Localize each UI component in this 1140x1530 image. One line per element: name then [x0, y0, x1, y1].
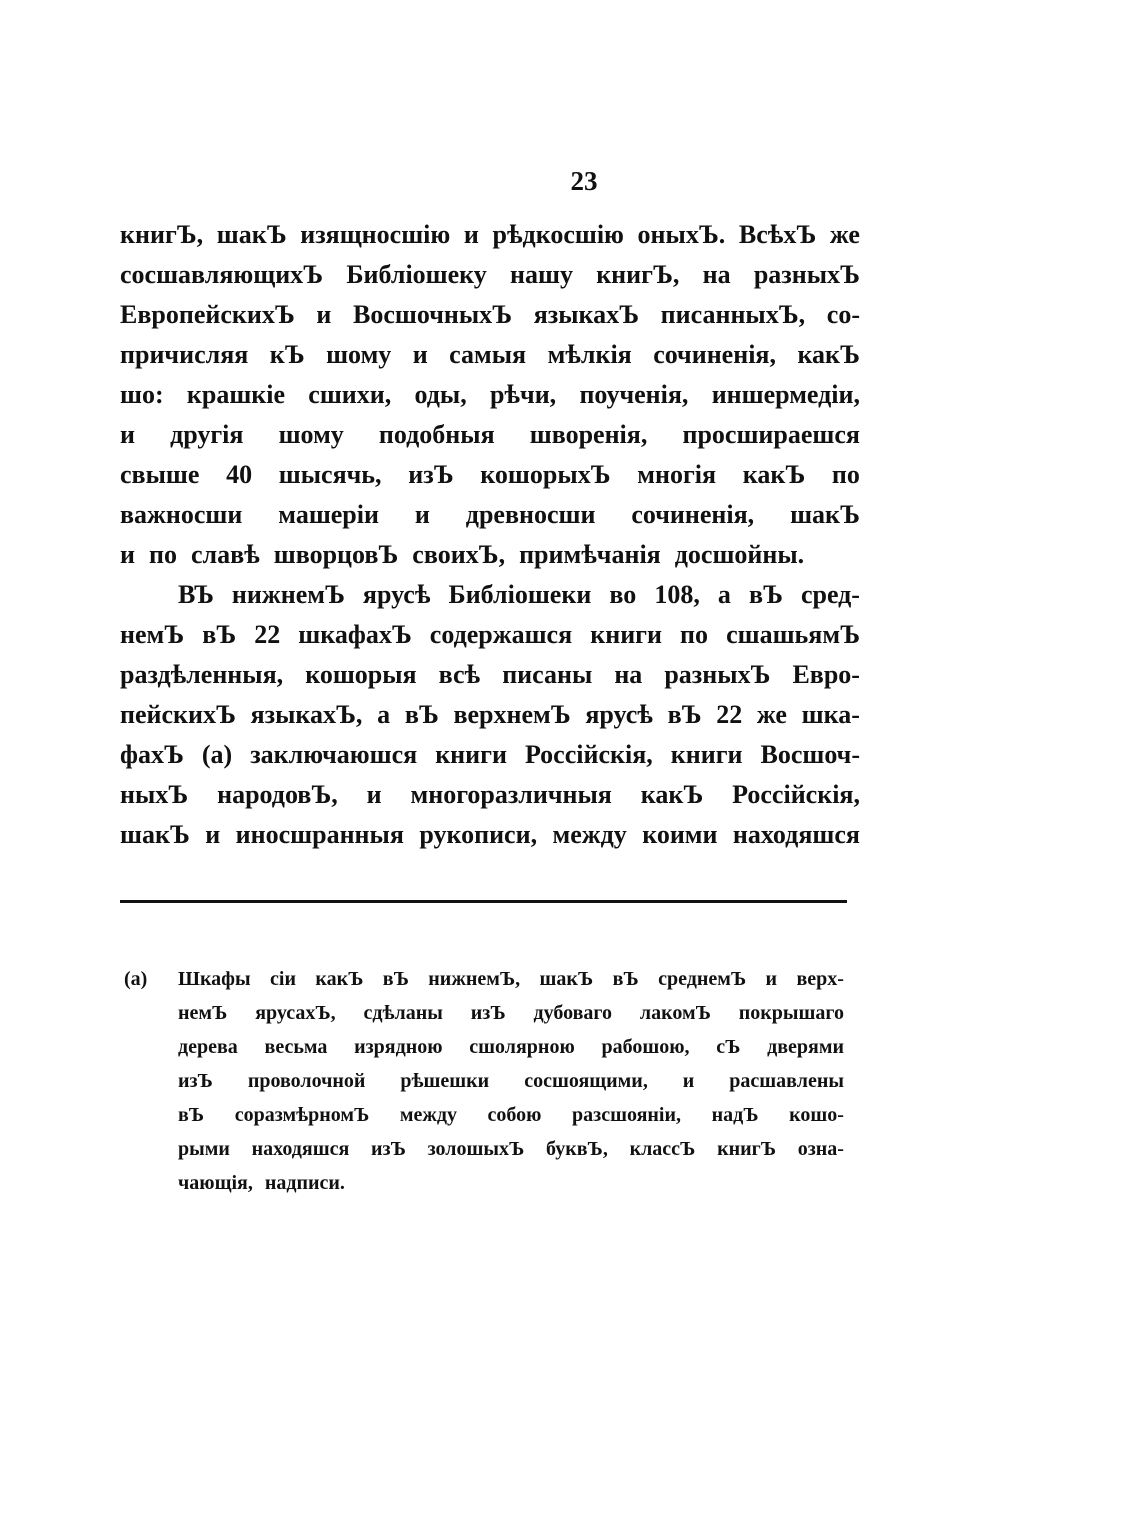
word: вЪ: [404, 700, 439, 729]
word: разныхЪ: [664, 660, 771, 689]
footnote-word: дерева: [178, 1036, 238, 1058]
word: ЕвропейскихЪ: [120, 300, 295, 329]
word: верхнемЪ: [453, 700, 571, 729]
footnote-word: сосшоящими,: [524, 1070, 648, 1092]
word: свыше: [120, 460, 200, 489]
word: шакЪ: [790, 500, 860, 529]
footnote-word: изрядною: [354, 1036, 443, 1058]
word: и: [316, 300, 332, 329]
word: рукописи,: [419, 820, 538, 849]
text-line: [120, 575, 860, 615]
word: шакЪ: [216, 220, 287, 249]
footnote-word: буквЪ,: [545, 1138, 608, 1160]
footnote-separator-rule: [120, 900, 847, 903]
word: сшихи,: [308, 380, 392, 409]
word: 40: [226, 460, 253, 489]
footnote-word: книгЪ: [717, 1138, 777, 1160]
text-line: [120, 695, 860, 735]
word: немЪ: [120, 620, 185, 649]
word: крашкіе: [186, 380, 286, 409]
footnote-word: между: [399, 1104, 457, 1126]
footnote-line: [124, 1098, 844, 1132]
word: сочиненія,: [631, 500, 755, 529]
footnote-word: сіи: [270, 968, 296, 990]
footnote-word: озна-: [797, 1138, 844, 1160]
text-line: [120, 375, 860, 415]
word: книги: [670, 740, 743, 769]
word: шысячь,: [278, 460, 382, 489]
word: по: [831, 460, 860, 489]
footnote-word: верх-: [796, 968, 844, 990]
word: кошорыя: [305, 660, 417, 689]
text-line: [120, 615, 860, 655]
text-line: [120, 815, 860, 855]
page-number: 23: [570, 166, 598, 196]
footnote-word: нижнемЪ,: [428, 968, 521, 990]
word: оды,: [414, 380, 467, 409]
word: сосшавляющихЪ: [120, 260, 324, 289]
footnote-word: проволочной: [247, 1070, 366, 1092]
footnote-word: изЪ: [371, 1138, 406, 1160]
footnote-word: сшолярною: [469, 1036, 575, 1058]
word: между: [552, 820, 627, 849]
text-line: [120, 655, 860, 695]
text-line: [120, 495, 860, 535]
word: машеріи: [278, 500, 379, 529]
footnote-word: чающія,: [178, 1172, 253, 1194]
text-line: [120, 455, 860, 495]
word: раздѣленныя,: [120, 660, 284, 689]
word: книги: [590, 620, 662, 649]
word: ВсѣхЪ: [738, 220, 817, 249]
word: 22: [254, 620, 281, 649]
footnote-word: дубоваго: [533, 1002, 612, 1024]
word: книгЪ,: [120, 220, 204, 249]
word: коими: [642, 820, 718, 849]
word: рѣдкосшію: [492, 220, 624, 249]
word: а: [717, 580, 731, 609]
word: мѣлкія: [547, 340, 632, 369]
footnote: [124, 962, 844, 1200]
word: а: [377, 700, 391, 729]
word: по: [680, 620, 709, 649]
footnote-line: [124, 996, 844, 1030]
footnote-word: вЪ: [178, 1104, 205, 1126]
word: примѣчанія: [519, 540, 661, 569]
word: же: [829, 220, 860, 249]
word: какЪ: [640, 780, 704, 809]
word: народовЪ,: [217, 780, 338, 809]
word: ВосшочныхЪ: [353, 300, 513, 329]
word: книгЪ,: [596, 260, 680, 289]
footnote-line: [124, 1132, 844, 1166]
footnote-word: собою: [487, 1104, 542, 1126]
text-line: [120, 735, 860, 775]
word: другія: [170, 420, 244, 449]
word: со-: [826, 300, 860, 329]
word: шка-: [801, 700, 860, 729]
word: рѣчи,: [489, 380, 557, 409]
word: 108,: [654, 580, 700, 609]
word: какЪ: [742, 460, 806, 489]
footnote-word: и: [765, 968, 778, 990]
word: изящносшію: [300, 220, 451, 249]
footnote-word: рѣшешки: [400, 1070, 490, 1092]
word: какЪ: [797, 340, 860, 369]
main-text: [120, 215, 860, 855]
word: всѣ: [438, 660, 481, 689]
word: Россійскія,: [524, 740, 653, 769]
word: во: [609, 580, 637, 609]
footnote-word: надписи.: [264, 1172, 345, 1194]
word: ВЪ: [178, 580, 214, 609]
word: самыя: [449, 340, 527, 369]
word: заключаюшся: [250, 740, 418, 769]
word: на: [614, 660, 643, 689]
footnote-word: шакЪ: [539, 968, 594, 990]
word: вЪ: [202, 620, 237, 649]
footnote-word: изЪ: [178, 1070, 213, 1092]
footnote-marker: (а): [124, 968, 148, 990]
word: Библіошеку: [346, 260, 487, 289]
word: книги: [435, 740, 507, 769]
text-line: [120, 215, 860, 255]
word: Евро-: [792, 660, 860, 689]
word: находяшся: [732, 820, 860, 849]
word: шо:: [120, 380, 164, 409]
footnote-word: вЪ: [382, 968, 409, 990]
word: вЪ: [748, 580, 783, 609]
word: ныхЪ: [120, 780, 189, 809]
word: и: [120, 540, 135, 569]
footnote-word: рыми: [178, 1138, 230, 1160]
word: 22: [716, 700, 743, 729]
word: Библіошеки: [448, 580, 592, 609]
word: иносшранныя: [235, 820, 404, 849]
word: шакЪ: [120, 820, 190, 849]
footnote-word: изЪ: [470, 1002, 506, 1024]
word: своихЪ,: [412, 540, 506, 569]
footnote-word: среднемЪ: [658, 968, 747, 990]
footnote-word: золошыхЪ: [427, 1138, 525, 1160]
footnote-word: сдѣланы: [363, 1002, 443, 1024]
footnote-word: какЪ: [315, 968, 364, 990]
text-line: [120, 335, 860, 375]
footnote-word: классЪ: [629, 1138, 696, 1160]
word: по: [148, 540, 177, 569]
word: многія: [637, 460, 717, 489]
word: оныхЪ.: [637, 220, 726, 249]
word: содержашся: [429, 620, 573, 649]
footnote-word: лакомЪ: [639, 1002, 711, 1024]
word: и: [414, 500, 430, 529]
word: иншермедіи,: [711, 380, 860, 409]
footnote-word: покрышаго: [738, 1002, 844, 1024]
footnote-word: надЪ: [711, 1104, 759, 1126]
word: шому: [278, 420, 344, 449]
word: писаны: [502, 660, 593, 689]
word: и: [120, 420, 135, 449]
word: фахЪ: [120, 740, 184, 769]
footnote-word: разсшояніи,: [572, 1104, 681, 1126]
footnote-word: рабошою,: [601, 1036, 690, 1058]
word: изЪ: [408, 460, 454, 489]
word: и: [205, 820, 221, 849]
word: сшашьямЪ: [726, 620, 860, 649]
word: шкафахЪ: [298, 620, 412, 649]
word: ярусѣ: [585, 700, 653, 729]
footnote-word: Шкафы: [178, 968, 251, 990]
footnote-word: весьма: [264, 1036, 328, 1058]
footnote-word: соразмѣрномЪ: [234, 1104, 370, 1126]
footnote-word: сЪ: [716, 1036, 741, 1058]
footnote-word: находяшся: [251, 1138, 350, 1160]
footnote-word: ярусахЪ,: [255, 1002, 336, 1024]
text-line: [120, 415, 860, 455]
footnote-line: [124, 1064, 844, 1098]
text-line: [120, 775, 860, 815]
word: сред-: [800, 580, 860, 609]
text-line: [120, 535, 860, 575]
word: древносши: [465, 500, 596, 529]
word: разныхЪ: [753, 260, 860, 289]
word: (а): [201, 740, 233, 769]
footnote-word: расшавлены: [729, 1070, 844, 1092]
word: нижнемЪ: [231, 580, 345, 609]
word: шому: [326, 340, 392, 369]
footnote-word: кошо-: [789, 1104, 844, 1126]
word: писанныхЪ,: [660, 300, 806, 329]
word: просшираешся: [682, 420, 860, 449]
footnote-line: [124, 1166, 844, 1200]
word: важносши: [120, 500, 243, 529]
word: языкахЪ: [533, 300, 639, 329]
word: шворенія,: [529, 420, 648, 449]
footnote-word: немЪ: [178, 1002, 228, 1024]
word: шворцовЪ: [273, 540, 399, 569]
word: Россійскія,: [732, 780, 860, 809]
word: кошорыхЪ: [480, 460, 611, 489]
word: же: [756, 700, 787, 729]
word: сочиненія,: [653, 340, 776, 369]
word: подобныя: [378, 420, 495, 449]
word: нашу: [510, 260, 573, 289]
word: Восшоч-: [760, 740, 860, 769]
footnote-word: и: [682, 1070, 695, 1092]
word: кЪ: [269, 340, 305, 369]
word: поученія,: [579, 380, 689, 409]
word: и: [463, 220, 479, 249]
word: и: [412, 340, 428, 369]
word: многоразличныя: [410, 780, 612, 809]
word: вЪ: [667, 700, 702, 729]
word: и: [366, 780, 382, 809]
word: славѣ: [190, 540, 260, 569]
word: пейскихЪ: [120, 700, 236, 729]
text-line: [120, 255, 860, 295]
word: досшойны.: [674, 540, 805, 569]
word: ярусѣ: [362, 580, 431, 609]
footnote-line: [124, 1030, 844, 1064]
word: языкахЪ,: [250, 700, 363, 729]
word: причисляя: [120, 340, 249, 369]
text-line: [120, 295, 860, 335]
footnote-line: [124, 962, 844, 996]
word: на: [702, 260, 731, 289]
footnote-word: вЪ: [612, 968, 639, 990]
footnote-word: дверями: [767, 1036, 844, 1058]
